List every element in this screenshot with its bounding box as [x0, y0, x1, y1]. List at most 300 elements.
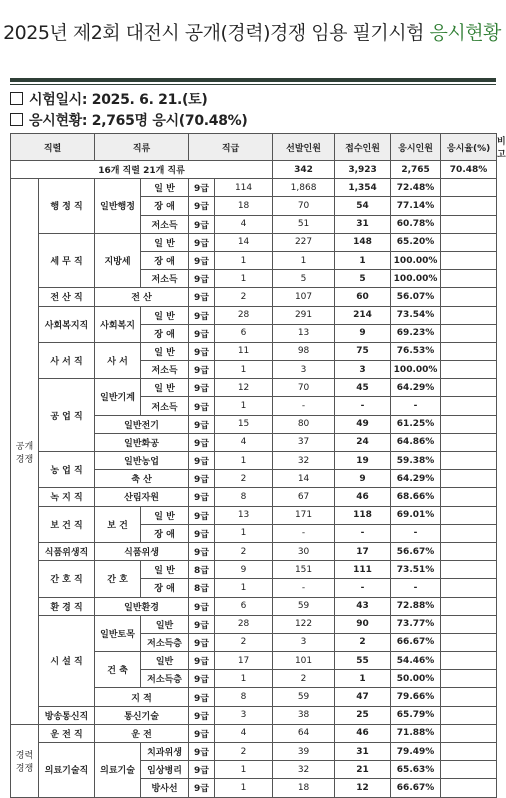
- selected-cell: 8: [215, 688, 273, 706]
- grade-cell: 9급: [189, 288, 215, 306]
- applied-cell: 291: [273, 306, 335, 324]
- took-cell: 9: [335, 470, 391, 488]
- note-cell: [441, 724, 497, 742]
- took-cell: 17: [335, 542, 391, 560]
- group-open: 공개 경쟁: [11, 179, 39, 725]
- selected-cell: 1: [215, 397, 273, 415]
- series-cell: 세 무 직: [39, 233, 95, 288]
- sub-cell: 임상병리: [141, 761, 189, 779]
- rate-cell: 72.88%: [391, 597, 441, 615]
- status-table: [10, 133, 506, 798]
- applied-cell: 18: [273, 779, 335, 797]
- note-cell: [441, 542, 497, 560]
- grade-cell: 9급: [189, 706, 215, 724]
- sub-cell: 저소득층: [141, 670, 189, 688]
- grade-cell: 9급: [189, 779, 215, 797]
- status-summary: 응시현황: 2,765명 응시(70.48%): [29, 113, 248, 129]
- rate-cell: 79.49%: [391, 743, 441, 761]
- rate-cell: 69.23%: [391, 324, 441, 342]
- applied-cell: 98: [273, 342, 335, 360]
- took-cell: 46: [335, 488, 391, 506]
- took-cell: 75: [335, 342, 391, 360]
- grade-cell: 9급: [189, 652, 215, 670]
- title-rule-thick: [10, 78, 496, 82]
- sub-cell: 저소득: [141, 215, 189, 233]
- took-cell: 21: [335, 761, 391, 779]
- series-cell: 행 정 직: [39, 179, 95, 234]
- note-cell: [441, 452, 497, 470]
- rate-cell: 100.00%: [391, 361, 441, 379]
- selected-cell: 2: [215, 288, 273, 306]
- applied-cell: -: [273, 579, 335, 597]
- note-cell: [441, 179, 497, 197]
- applied-cell: 64: [273, 724, 335, 742]
- grade-cell: 9급: [189, 233, 215, 251]
- series-cell: 농 업 직: [39, 452, 95, 488]
- series-cell: 사 서 직: [39, 342, 95, 378]
- class-cell: 축 산: [95, 470, 189, 488]
- class-cell: 사회복지: [95, 306, 141, 342]
- table-row: [11, 615, 497, 633]
- grade-cell: 9급: [189, 361, 215, 379]
- selected-cell: 2: [215, 743, 273, 761]
- grade-cell: 9급: [189, 415, 215, 433]
- took-cell: 31: [335, 743, 391, 761]
- sub-cell: 저소득: [141, 270, 189, 288]
- total-label: 16개 직렬 21개 직류: [11, 161, 273, 179]
- table-row: [11, 743, 497, 761]
- applied-cell: 14: [273, 470, 335, 488]
- applied-cell: 32: [273, 452, 335, 470]
- note-cell: [441, 197, 497, 215]
- series-cell: 의료기술직: [39, 743, 95, 798]
- took-cell: 60: [335, 288, 391, 306]
- applied-cell: 39: [273, 743, 335, 761]
- rate-cell: 64.86%: [391, 433, 441, 451]
- note-cell: [441, 488, 497, 506]
- total-took: 2,765: [391, 161, 441, 179]
- series-cell: 보 건 직: [39, 506, 95, 542]
- sub-cell: 일반: [141, 652, 189, 670]
- page-title: [0, 18, 504, 48]
- applied-cell: 171: [273, 506, 335, 524]
- applied-cell: 38: [273, 706, 335, 724]
- rate-cell: 100.00%: [391, 251, 441, 269]
- class-cell: 일반농업: [95, 452, 189, 470]
- table-row: [11, 452, 497, 470]
- rate-cell: 66.67%: [391, 779, 441, 797]
- note-cell: [441, 633, 497, 651]
- table-row: [11, 597, 497, 615]
- note-cell: [441, 324, 497, 342]
- header-rate: 응시율(%): [441, 134, 497, 161]
- note-cell: [441, 306, 497, 324]
- title-rule-thin: [10, 84, 496, 85]
- selected-cell: 3: [215, 706, 273, 724]
- class-cell: 보 건: [95, 506, 141, 542]
- series-cell: 사회복지직: [39, 306, 95, 342]
- sub-cell: 장 애: [141, 579, 189, 597]
- series-cell: 식품위생직: [39, 542, 95, 560]
- applied-cell: 5: [273, 270, 335, 288]
- took-cell: 31: [335, 215, 391, 233]
- sub-cell: 장 애: [141, 197, 189, 215]
- rate-cell: 64.29%: [391, 379, 441, 397]
- applied-cell: 107: [273, 288, 335, 306]
- class-cell: 일반행정: [95, 179, 141, 234]
- applied-cell: 13: [273, 324, 335, 342]
- rate-cell: 65.20%: [391, 233, 441, 251]
- selected-cell: 12: [215, 379, 273, 397]
- grade-cell: 9급: [189, 506, 215, 524]
- applied-cell: 227: [273, 233, 335, 251]
- grade-cell: 9급: [189, 470, 215, 488]
- note-cell: [441, 743, 497, 761]
- grade-cell: 9급: [189, 215, 215, 233]
- sub-cell: 치과위생: [141, 743, 189, 761]
- selected-cell: 1: [215, 579, 273, 597]
- class-cell: 일반기계: [95, 379, 141, 415]
- class-cell: 지 적: [95, 688, 189, 706]
- selected-cell: 6: [215, 324, 273, 342]
- series-cell: 시 설 직: [39, 615, 95, 706]
- selected-cell: 1: [215, 761, 273, 779]
- sub-cell: 저소득: [141, 397, 189, 415]
- series-cell: 환 경 직: [39, 597, 95, 615]
- grade-cell: 9급: [189, 597, 215, 615]
- header-selected: 선발인원: [273, 134, 335, 161]
- sub-cell: 저소득층: [141, 633, 189, 651]
- series-cell: 운 전 직: [39, 724, 95, 742]
- note-cell: [441, 579, 497, 597]
- took-cell: 5: [335, 270, 391, 288]
- total-selected: 342: [273, 161, 335, 179]
- class-cell: 일반토목: [95, 615, 141, 651]
- table-row: [11, 288, 497, 306]
- rate-cell: 72.48%: [391, 179, 441, 197]
- selected-cell: 13: [215, 506, 273, 524]
- took-cell: -: [335, 579, 391, 597]
- class-cell: 일반환경: [95, 597, 189, 615]
- took-cell: 111: [335, 561, 391, 579]
- rate-cell: 56.67%: [391, 542, 441, 560]
- grade-cell: 9급: [189, 270, 215, 288]
- took-cell: -: [335, 524, 391, 542]
- selected-cell: 114: [215, 179, 273, 197]
- took-cell: 148: [335, 233, 391, 251]
- took-cell: 54: [335, 197, 391, 215]
- header-applied: 접수인원: [335, 134, 391, 161]
- class-cell: 통신기술: [95, 706, 189, 724]
- table-row: [11, 561, 497, 579]
- selected-cell: 1: [215, 361, 273, 379]
- applied-cell: -: [273, 524, 335, 542]
- grade-cell: 9급: [189, 452, 215, 470]
- note-cell: [441, 615, 497, 633]
- rate-cell: 61.25%: [391, 415, 441, 433]
- took-cell: 55: [335, 652, 391, 670]
- applied-cell: -: [273, 397, 335, 415]
- grade-cell: 9급: [189, 251, 215, 269]
- sub-cell: 일 반: [141, 342, 189, 360]
- class-cell: 간 호: [95, 561, 141, 597]
- class-cell: 전 산: [95, 288, 189, 306]
- table-row: [11, 506, 497, 524]
- note-cell: [441, 506, 497, 524]
- rate-cell: -: [391, 397, 441, 415]
- took-cell: 1: [335, 670, 391, 688]
- grade-cell: 9급: [189, 670, 215, 688]
- selected-cell: 11: [215, 342, 273, 360]
- took-cell: 9: [335, 324, 391, 342]
- sub-cell: 일 반: [141, 506, 189, 524]
- class-cell: 식품위생: [95, 542, 189, 560]
- took-cell: -: [335, 397, 391, 415]
- header-grade: 직급: [189, 134, 273, 161]
- grade-cell: 9급: [189, 488, 215, 506]
- series-cell: 간 호 직: [39, 561, 95, 597]
- selected-cell: 2: [215, 542, 273, 560]
- sub-cell: 장 애: [141, 324, 189, 342]
- sub-cell: 방사선: [141, 779, 189, 797]
- note-cell: [441, 288, 497, 306]
- note-cell: [441, 379, 497, 397]
- note-cell: [441, 688, 497, 706]
- applied-cell: 59: [273, 688, 335, 706]
- note-cell: [441, 270, 497, 288]
- table-row: [11, 306, 497, 324]
- sub-cell: 장 애: [141, 251, 189, 269]
- took-cell: 47: [335, 688, 391, 706]
- applied-cell: 32: [273, 761, 335, 779]
- header-row: 직렬 직류 직급 선발인원 접수인원 응시인원 응시율(%) 비고: [11, 134, 497, 161]
- applied-cell: 59: [273, 597, 335, 615]
- note-cell: [441, 342, 497, 360]
- applied-cell: 51: [273, 215, 335, 233]
- exam-date-line: [10, 89, 207, 109]
- took-cell: 12: [335, 779, 391, 797]
- total-rate: 70.48%: [441, 161, 497, 179]
- series-cell: 공 업 직: [39, 379, 95, 452]
- exam-date: 시험일시: 2025. 6. 21.(토): [29, 92, 208, 108]
- applied-cell: 70: [273, 197, 335, 215]
- rate-cell: 71.88%: [391, 724, 441, 742]
- took-cell: 24: [335, 433, 391, 451]
- title-main: 2025년 제2회 대전시 공개(경력)경쟁 임용 필기시험: [3, 22, 430, 44]
- rate-cell: 68.66%: [391, 488, 441, 506]
- selected-cell: 9: [215, 561, 273, 579]
- took-cell: 214: [335, 306, 391, 324]
- applied-cell: 1,868: [273, 179, 335, 197]
- applied-cell: 1: [273, 251, 335, 269]
- took-cell: 118: [335, 506, 391, 524]
- note-cell: [441, 415, 497, 433]
- note-cell: [441, 470, 497, 488]
- note-cell: [441, 397, 497, 415]
- selected-cell: 2: [215, 633, 273, 651]
- class-cell: 의료기술: [95, 743, 141, 798]
- took-cell: 19: [335, 452, 391, 470]
- note-cell: [441, 597, 497, 615]
- rate-cell: 60.78%: [391, 215, 441, 233]
- table-row: [11, 342, 497, 360]
- total-row: [11, 161, 497, 179]
- grade-cell: 8급: [189, 561, 215, 579]
- grade-cell: 9급: [189, 179, 215, 197]
- grade-cell: 8급: [189, 579, 215, 597]
- grade-cell: 9급: [189, 524, 215, 542]
- took-cell: 49: [335, 415, 391, 433]
- grade-cell: 9급: [189, 633, 215, 651]
- note-cell: [441, 779, 497, 797]
- selected-cell: 4: [215, 215, 273, 233]
- took-cell: 45: [335, 379, 391, 397]
- took-cell: 2: [335, 633, 391, 651]
- took-cell: 1: [335, 251, 391, 269]
- selected-cell: 15: [215, 415, 273, 433]
- grade-cell: 9급: [189, 306, 215, 324]
- note-cell: [441, 251, 497, 269]
- rate-cell: -: [391, 579, 441, 597]
- series-cell: 녹 지 직: [39, 488, 95, 506]
- header-jikryu: 직류: [95, 134, 189, 161]
- selected-cell: 1: [215, 452, 273, 470]
- note-cell: [441, 670, 497, 688]
- series-cell: 전 산 직: [39, 288, 95, 306]
- sub-cell: 일 반: [141, 233, 189, 251]
- took-cell: 1,354: [335, 179, 391, 197]
- sub-cell: 일 반: [141, 561, 189, 579]
- class-cell: 산림자원: [95, 488, 189, 506]
- selected-cell: 18: [215, 197, 273, 215]
- selected-cell: 1: [215, 670, 273, 688]
- class-cell: 건 축: [95, 652, 141, 688]
- selected-cell: 4: [215, 433, 273, 451]
- rate-cell: 65.79%: [391, 706, 441, 724]
- applied-cell: 37: [273, 433, 335, 451]
- selected-cell: 28: [215, 306, 273, 324]
- note-cell: [441, 524, 497, 542]
- total-applied: 3,923: [335, 161, 391, 179]
- sub-cell: 일 반: [141, 179, 189, 197]
- grade-cell: 9급: [189, 379, 215, 397]
- took-cell: 25: [335, 706, 391, 724]
- checkbox-square-icon: [10, 92, 23, 105]
- rate-cell: 73.77%: [391, 615, 441, 633]
- class-cell: 일반전기: [95, 415, 189, 433]
- rate-cell: 73.54%: [391, 306, 441, 324]
- selected-cell: 8: [215, 488, 273, 506]
- took-cell: 46: [335, 724, 391, 742]
- grade-cell: 9급: [189, 688, 215, 706]
- rate-cell: 59.38%: [391, 452, 441, 470]
- selected-cell: 1: [215, 270, 273, 288]
- selected-cell: 2: [215, 470, 273, 488]
- took-cell: 3: [335, 361, 391, 379]
- selected-cell: 28: [215, 615, 273, 633]
- sub-cell: 장 애: [141, 524, 189, 542]
- checkbox-square-icon: [10, 113, 23, 126]
- applied-cell: 3: [273, 361, 335, 379]
- selected-cell: 14: [215, 233, 273, 251]
- header-took: 응시인원: [391, 134, 441, 161]
- rate-cell: 65.63%: [391, 761, 441, 779]
- table-row: [11, 179, 497, 197]
- took-cell: 90: [335, 615, 391, 633]
- note-cell: [441, 561, 497, 579]
- grade-cell: 9급: [189, 197, 215, 215]
- applied-cell: 151: [273, 561, 335, 579]
- took-cell: 43: [335, 597, 391, 615]
- rate-cell: 73.51%: [391, 561, 441, 579]
- table-row: [11, 724, 497, 742]
- series-cell: 방송통신직: [39, 706, 95, 724]
- grade-cell: 9급: [189, 615, 215, 633]
- note-cell: [441, 433, 497, 451]
- rate-cell: 77.14%: [391, 197, 441, 215]
- grade-cell: 9급: [189, 433, 215, 451]
- selected-cell: 17: [215, 652, 273, 670]
- selected-cell: 1: [215, 524, 273, 542]
- note-cell: [441, 761, 497, 779]
- header-jikryeol: 직렬: [11, 134, 95, 161]
- grade-cell: 9급: [189, 397, 215, 415]
- rate-cell: 54.46%: [391, 652, 441, 670]
- note-cell: [441, 361, 497, 379]
- applied-cell: 3: [273, 633, 335, 651]
- rate-cell: 79.66%: [391, 688, 441, 706]
- group-career: 경력 경쟁: [11, 724, 39, 797]
- sub-cell: 저소득: [141, 361, 189, 379]
- grade-cell: 9급: [189, 724, 215, 742]
- applied-cell: 67: [273, 488, 335, 506]
- table-row: [11, 379, 497, 397]
- applied-cell: 70: [273, 379, 335, 397]
- applied-cell: 80: [273, 415, 335, 433]
- note-cell: [441, 233, 497, 251]
- rate-cell: 64.29%: [391, 470, 441, 488]
- rate-cell: 69.01%: [391, 506, 441, 524]
- table-row: [11, 233, 497, 251]
- selected-cell: 6: [215, 597, 273, 615]
- class-cell: 사 서: [95, 342, 141, 378]
- grade-cell: 9급: [189, 542, 215, 560]
- note-cell: [441, 706, 497, 724]
- selected-cell: 1: [215, 251, 273, 269]
- table-row: [11, 706, 497, 724]
- rate-cell: 76.53%: [391, 342, 441, 360]
- grade-cell: 9급: [189, 761, 215, 779]
- applied-cell: 122: [273, 615, 335, 633]
- class-cell: 일반화공: [95, 433, 189, 451]
- class-cell: 운 전: [95, 724, 189, 742]
- table-row: [11, 488, 497, 506]
- sub-cell: 일 반: [141, 379, 189, 397]
- applied-cell: 2: [273, 670, 335, 688]
- selected-cell: 1: [215, 779, 273, 797]
- selected-cell: 4: [215, 724, 273, 742]
- rate-cell: 56.07%: [391, 288, 441, 306]
- rate-cell: 100.00%: [391, 270, 441, 288]
- grade-cell: 9급: [189, 342, 215, 360]
- note-cell: [441, 215, 497, 233]
- sub-cell: 일반: [141, 615, 189, 633]
- class-cell: 지방세: [95, 233, 141, 288]
- title-accent: 응시현황: [429, 22, 501, 44]
- grade-cell: 9급: [189, 324, 215, 342]
- rate-cell: 50.00%: [391, 670, 441, 688]
- rate-cell: 66.67%: [391, 633, 441, 651]
